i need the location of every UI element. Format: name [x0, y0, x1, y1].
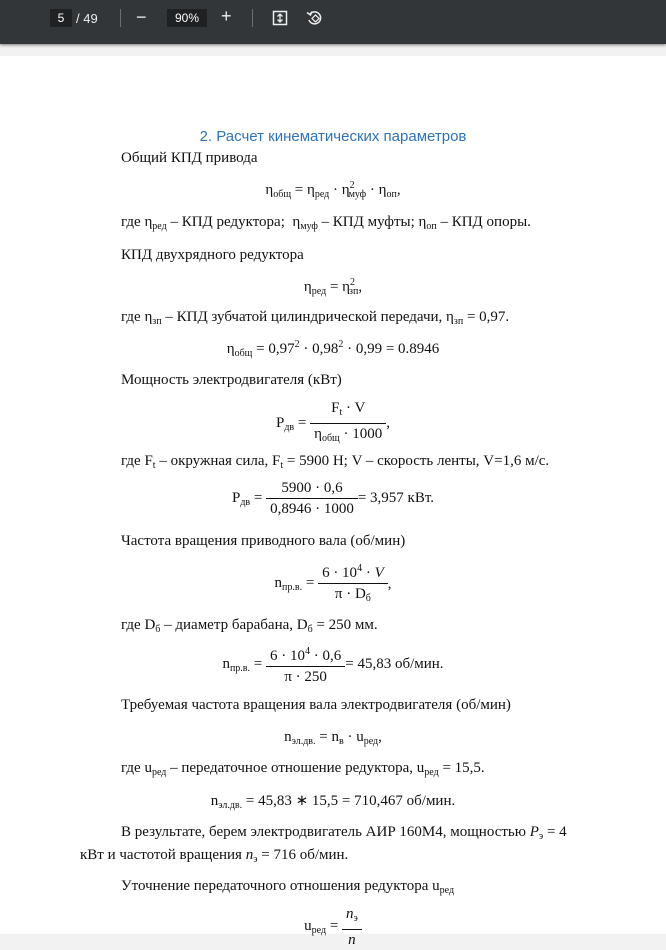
formula-motor-speed-value: $n_{эл.дв.} = 45,83$ ∗ 15,5 = 710,467 об/мин.: [210, 793, 456, 811]
formula-efficiency-value: $\eta_{общ} = 0,97^2 \cdot 0,98^2 \cdot 0,99 = 0.8946$: [226, 339, 440, 359]
page-number-input[interactable]: 5: [50, 9, 72, 27]
formula-efficiency: $\eta_{общ} = \eta_{ред} \cdot \eta^2_{муф} \cdot \eta_{оп}$,: [265, 180, 401, 200]
text-line: где $u_{ред}$ – передаточное отношение редуктора, $u_{ред} = 15,5$.: [121, 760, 485, 778]
minus-icon: −: [136, 7, 147, 27]
toolbar-divider: [120, 9, 121, 27]
text-line: где $\eta_{ред}$ – КПД редуктора; $\eta_{муф}$ – КПД муфты; $\eta_{оп}$ – КПД опоры.: [121, 214, 531, 232]
text-line: Требуемая частота вращения вала электродвигателя (об/мин): [121, 697, 511, 713]
text-line: где $F_t$ – окружная сила, $F_t = 5900$ Н; V – скорость ленты, V=1,6 м/с.: [121, 453, 550, 471]
text-line: КПД двухрядного редуктора: [121, 247, 304, 263]
zoom-level[interactable]: 90%: [167, 9, 207, 27]
text-line: В результате, берем электродвигатель АИР 160М4, мощностью $P_э = 4$: [121, 824, 567, 842]
pdf-toolbar: [0, 0, 666, 44]
rotate-icon: [306, 10, 324, 27]
section-heading: 2. Расчет кинематических параметров: [199, 128, 467, 145]
fit-page-icon: [272, 10, 288, 26]
formula-shaft-speed: $n_{пр.в.}$ = $\frac{6 \cdot 10^4 \cdot V}{\pi \cdot D_б}$ ,: [0, 559, 666, 609]
toolbar-divider: [252, 9, 253, 27]
zoom-out-button[interactable]: [136, 7, 147, 28]
text-line: кВт и частотой вращения $n_э = 716$ об/мин.: [80, 847, 349, 865]
text-line: где $\eta_{зп}$ – КПД зубчатой цилиндрической передачи, $\eta_{зп} = 0,97$.: [121, 309, 510, 327]
text-line: Мощность электродвигателя (кВт): [121, 372, 342, 388]
formula-motor-speed: $n_{эл.дв.} = n_в \cdot u_{ред}$,: [284, 729, 382, 747]
zoom-in-button[interactable]: [221, 6, 232, 27]
text-line: где $D_б$ – диаметр барабана, $D_б = 250$ мм.: [121, 617, 378, 635]
plus-icon: +: [221, 6, 232, 26]
page-total: / 49: [76, 11, 98, 26]
text-line: Общий КПД привода: [121, 150, 258, 166]
text-line: Уточнение передаточного отношения редуктора $u_{ред}$: [121, 878, 455, 896]
formula-reducer: $\eta_{ред} = \eta^2_{зп}$,: [303, 277, 363, 297]
fit-page-button[interactable]: [272, 10, 288, 29]
document-page: [0, 56, 666, 948]
formula-shaft-speed-value: $n_{пр.в.}$ = $\frac{6 \cdot 10^4 \cdot 0,6}{\pi \cdot 250}$ = 45,83 об/мин.: [0, 642, 666, 687]
formula-power: $P_{дв}$ = $\frac{F_t \cdot V}{\eta_{общ} \cdot 1000}$ ,: [275, 400, 391, 444]
text-line: Частота вращения приводного вала (об/мин): [121, 533, 406, 549]
rotate-button[interactable]: [306, 10, 324, 30]
formula-ratio: $u_{ред}$ = $\frac{n_э}{n}$: [0, 904, 666, 950]
formula-power-value: $P_{дв}$ = $\frac{5900 \cdot 0,6}{0,8946 \cdot 1000}$ = 3,957 кВт.: [231, 480, 435, 517]
